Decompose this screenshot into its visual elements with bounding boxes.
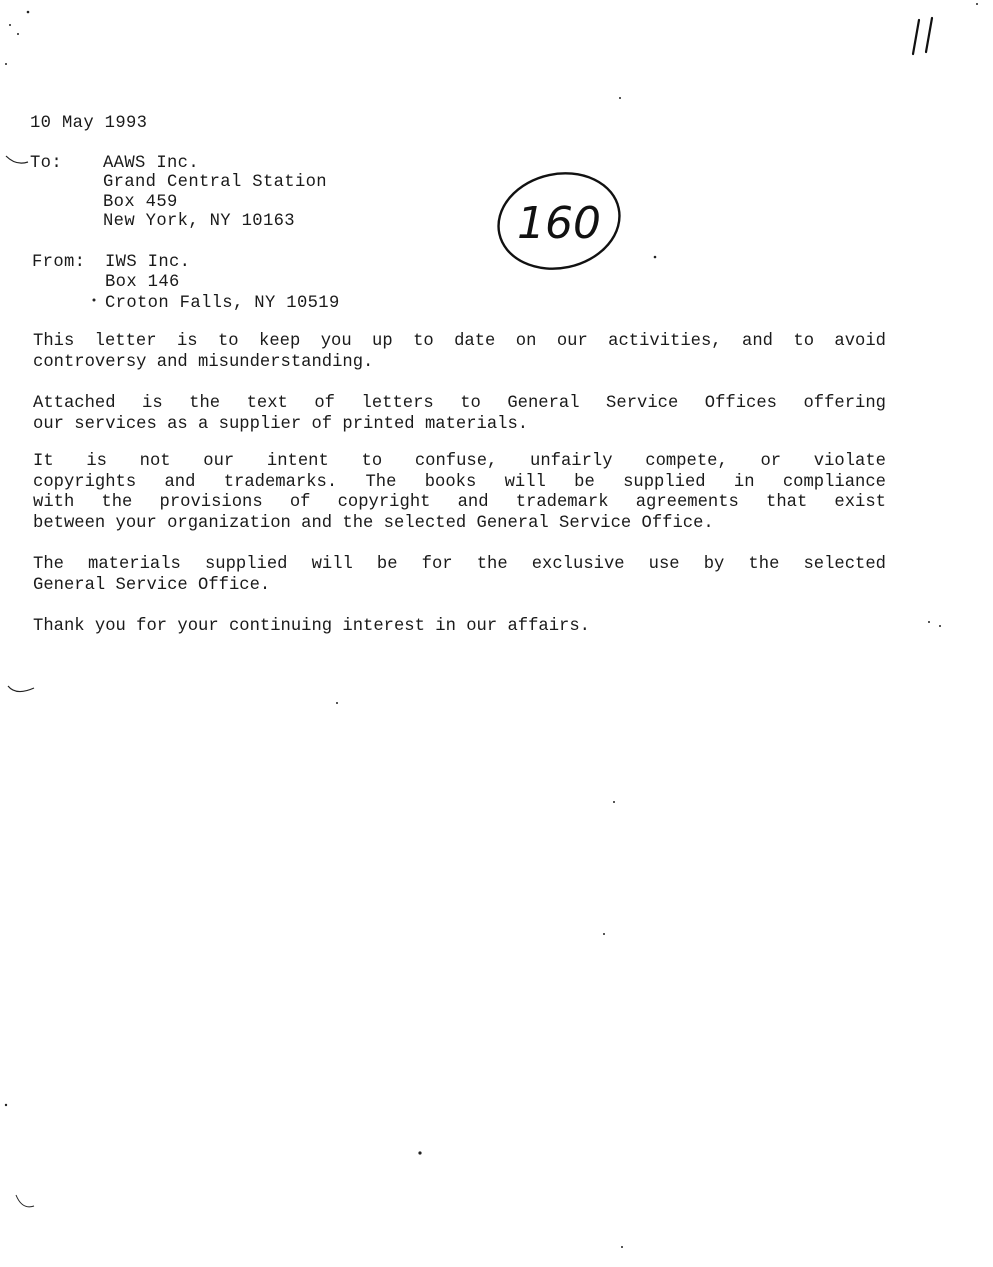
to-address-line: AAWS Inc. [103, 154, 199, 173]
paragraph-line: between your organization and the selected General Service Office. [33, 513, 714, 533]
from-address-line: IWS Inc. [105, 253, 191, 272]
paragraph-line: General Service Office. [33, 575, 271, 595]
paragraph-line: copyrights and trademarks. The books will be supplied in compliance [33, 472, 886, 492]
paragraph-line: our services as a supplier of printed materials. [33, 414, 529, 434]
to-address-line: New York, NY 10163 [103, 212, 295, 231]
paragraph-line: Thank you for your continuing interest in our affairs. [33, 617, 590, 636]
from-address-line: Box 146 [105, 273, 180, 292]
to-address-line: Box 459 [103, 193, 178, 212]
from-address-line: Croton Falls, NY 10519 [105, 294, 340, 313]
paragraph-line: Attached is the text of letters to General Service Offices offering [33, 394, 886, 413]
from-label: From: [32, 253, 86, 272]
paragraph-line: This letter is to keep you up to date on our activities, and to avoid [33, 332, 886, 351]
paragraph-line: with the provisions of copyright and trademark agreements that exist [33, 493, 886, 512]
paragraph-line: It is not our intent to confuse, unfairly compete, or violate [33, 452, 886, 471]
paragraph-line: controversy and misunderstanding. [33, 352, 374, 372]
letter-date: 10 May 1993 [30, 114, 148, 133]
to-label: To: [30, 154, 62, 173]
circled-number-text: 160 [517, 198, 601, 249]
paragraph-line: The materials supplied will be for the exclusive use by the selected [33, 555, 886, 574]
to-address-line: Grand Central Station [103, 173, 327, 192]
